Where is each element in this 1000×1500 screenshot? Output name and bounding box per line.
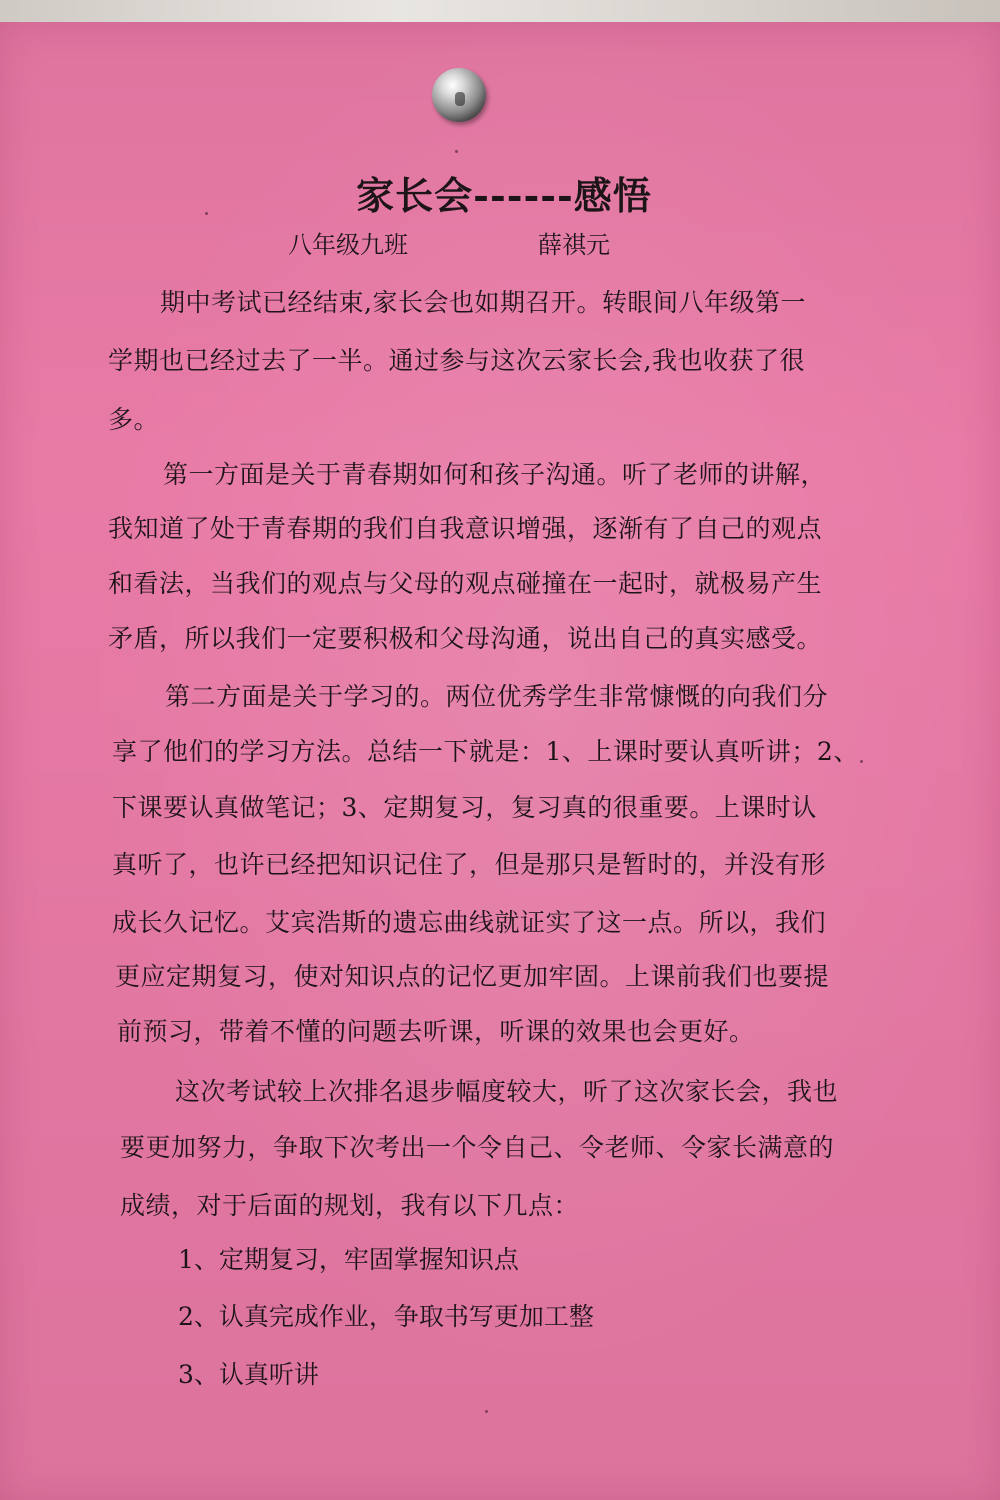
paragraph-1-line-3: 多。 [108,405,160,434]
byline-author: 薛祺元 [538,231,610,259]
plan-item-1: 1、定期复习，牢固掌握知识点 [178,1245,519,1274]
paragraph-3-line-5: 成长久记忆。艾宾浩斯的遗忘曲线就证实了这一点。所以，我们 [112,908,827,937]
paragraph-2-line-3: 和看法，当我们的观点与父母的观点碰撞在一起时，就极易产生 [108,569,823,598]
paragraph-3-line-1: 第二方面是关于学习的。两位优秀学生非常慷慨的向我们分 [165,682,829,711]
wall-background [0,0,1000,24]
byline-class: 八年级九班 [288,231,408,259]
paragraph-3-line-2: 享了他们的学习方法。总结一下就是：1、上课时要认真听讲；2、 [112,737,859,766]
paper-speck [860,760,863,763]
paragraph-1-line-1: 期中考试已经结束,家长会也如期召开。转眼间八年级第一 [160,288,806,317]
paragraph-4-line-1: 这次考试较上次排名退步幅度较大，听了这次家长会，我也 [175,1077,839,1106]
paragraph-2-line-1: 第一方面是关于青春期如何和孩子沟通。听了老师的讲解， [163,460,827,489]
document-title: 家长会------感悟 [356,173,652,218]
paragraph-4-line-3: 成绩，对于后面的规划，我有以下几点： [120,1191,580,1220]
paragraph-1-line-2: 学期也已经过去了一半。通过参与这次云家长会,我也收获了很 [108,346,805,375]
plan-item-2: 2、认真完成作业，争取书写更加工整 [178,1302,594,1331]
plan-item-3: 3、认真听讲 [178,1360,319,1389]
paragraph-2-line-2: 我知道了处于青春期的我们自我意识增强，逐渐有了自己的观点 [108,514,823,543]
paragraph-3-line-4: 真听了，也许已经把知识记住了，但是那只是暂时的，并没有形 [112,850,827,879]
pushpin-reflection [455,92,465,106]
paragraph-3-line-6: 更应定期复习，使对知识点的记忆更加牢固。上课前我们也要提 [115,962,830,991]
paragraph-3-line-3: 下课要认真做笔记；3、定期复习，复习真的很重要。上课时认 [112,793,817,822]
paper-speck [485,1410,488,1413]
paragraph-2-line-4: 矛盾，所以我们一定要积极和父母沟通，说出自己的真实感受。 [108,624,823,653]
paragraph-4-line-2: 要更加努力，争取下次考出一个令自己、令老师、令家长满意的 [120,1133,835,1162]
paper-speck [455,150,458,153]
paragraph-3-line-7: 前预习，带着不懂的问题去听课，听课的效果也会更好。 [117,1017,755,1046]
paper-speck [205,212,208,215]
